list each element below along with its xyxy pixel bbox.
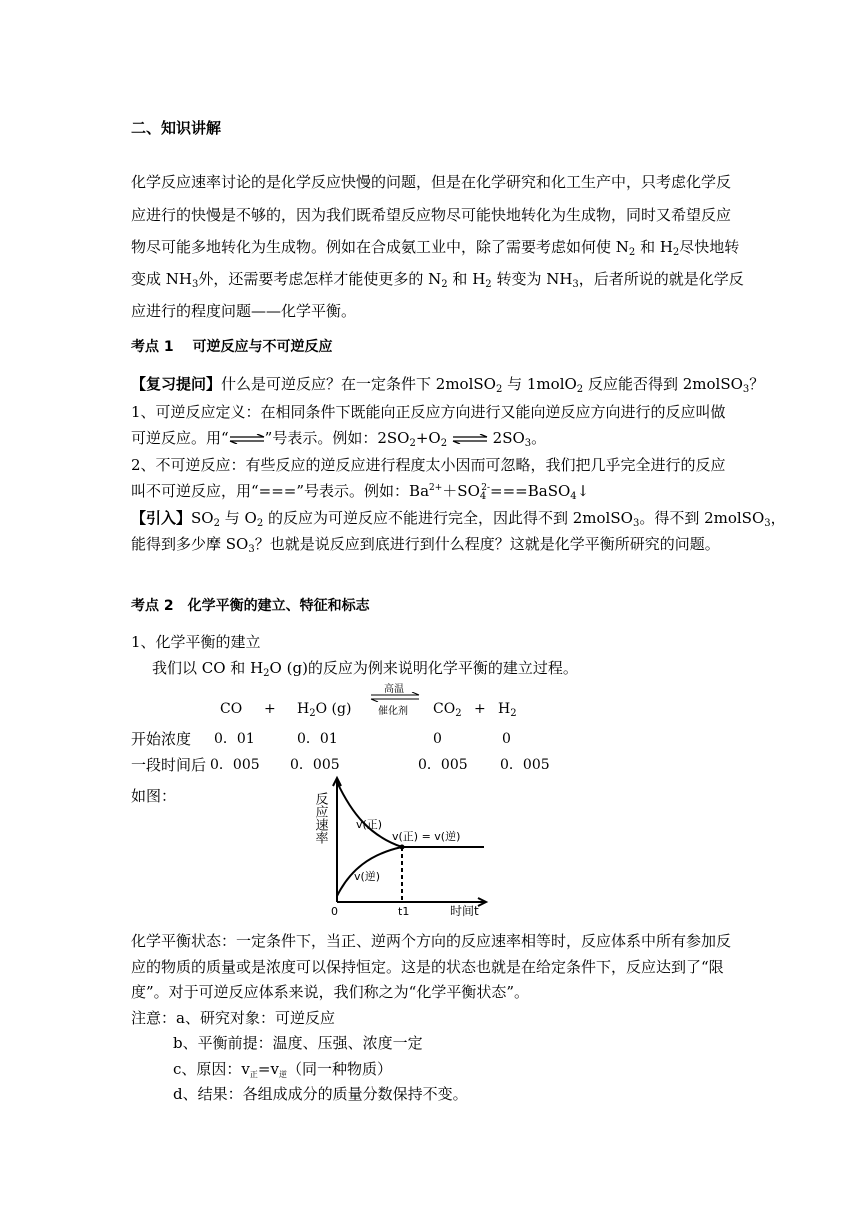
kaodian-2-title: 考点 2 化学平衡的建立、特征和标志 [131,598,370,614]
kaodian-1-title: 考点 1 可逆反应与不可逆反应 [131,339,333,355]
eq-h2o: $H_2O$ (g) [297,701,352,719]
intro-line-1: 化学反应速率讨论的是化学反应快慢的问题，但是在化学研究和化工生产中，只考虑化学反 [131,173,732,191]
row-1-value: 0 [433,731,442,747]
row-1-value: 0．01 [214,731,255,747]
state-line-2: 应的物质的质量或是浓度可以保持恒定。这是的状态也就是在给定条件下，反应达到了“限 [131,958,724,976]
x-tick-label: t1 [398,905,410,918]
reversible-arrow-icon [452,434,488,444]
definition-2-line-a: 2、不可逆反应：有些反应的逆反应进行程度太小因而可忽略，我们把几乎完全进行的反应 [131,456,726,474]
intro-tag-line-b: 能得到多少摩 $SO_3$？也就是说反应到底进行到什么程度？这就是化学平衡所研究的问题。 [131,535,720,555]
equilibrium-arrow-icon [370,692,420,702]
definition-1-line-a: 1、可逆反应定义：在相同条件下既能向正反应方向进行又能向逆反应方向进行的反应叫做 [131,403,726,421]
row-2-value: 0．005 [418,757,468,773]
row-2-label: 一段时间后 [131,756,207,774]
rate-time-chart [300,774,500,920]
intro-line-3: 物尽可能多地转化为生成物。例如在合成氨工业中，除了需要考虑如何使 $N_2$ 和 $H_2$尽快地转 [131,238,740,258]
row-2-value: 0．005 [210,757,260,773]
series-label-v-reverse: v(逆) [354,870,381,883]
reversible-arrow-icon [229,434,265,444]
x-tick-label: 0 [331,905,338,918]
state-line-3: 度”。对于可逆反应体系来说，我们称之为“化学平衡状态”。 [131,983,530,1001]
note-a: 注意：a、研究对象：可逆反应 [131,1009,335,1027]
figure-label: 如图： [131,787,177,805]
item-1: 1、化学平衡的建立 [131,633,261,651]
series-label-v-forward: v(正) [356,818,383,831]
eq-plus-2: + [474,701,486,717]
example-line: 我们以 CO 和 $H_2O$ (g)的反应为例来说明化学平衡的建立过程。 [152,659,578,679]
row-2-value: 0．005 [290,757,340,773]
intro-line-4: 变成 $NH_3$外，还需要考虑怎样才能使更多的 $N_2$ 和 $H_2$ 转变为 $NH_3$，后者所说的就是化学反 [131,270,744,290]
definition-2-line-b: 叫不可逆反应，用“===”号表示。例如：$Ba^{2+}+SO_4^{2-}===BaSO_4↓$ [131,482,590,502]
section-title: 二、知识讲解 [131,119,222,137]
intro-line-5: 应进行的程度问题——化学平衡。 [131,302,357,320]
eq-co2: $CO_2$ [433,701,462,719]
row-2-value: 0．005 [500,757,550,773]
eq-h2: $H_2$ [498,701,517,719]
state-line-1: 化学平衡状态：一定条件下，当正、逆两个方向的反应速率相等时，反应体系中所有参加反 [131,932,732,950]
note-b: b、平衡前提：温度、压强、浓度一定 [173,1034,423,1052]
condition-catalyst: 催化剂 [378,706,408,717]
note-d: d、结果：各组成成分的质量分数保持不变。 [173,1085,468,1103]
row-1-value: 0 [502,731,511,747]
intro-tag-line-a: 【引入】$SO_2$ 与 $O_2$ 的反应为可逆反应不能进行完全，因此得不到 2molSO$_3$。得不到 2molSO$_3$， [131,509,786,529]
eq-plus-1: + [264,701,276,717]
equilibrium-annotation: v(正) = v(逆) [392,830,461,843]
note-c: c、原因：$v_正=v_逆$（同一种物质） [173,1060,392,1079]
eq-co: CO [220,701,243,717]
condition-high-temp: 高温 [384,684,404,695]
x-axis-label: 时间t [450,904,479,918]
intro-line-2: 应进行的快慢是不够的，因为我们既希望反应物尽可能快地转化为生成物，同时又希望反应 [131,206,732,224]
row-1-value: 0．01 [297,731,338,747]
y-axis-label: 反应速率 [312,792,328,844]
row-1-label: 开始浓度 [131,730,192,748]
definition-1-line-b: 可逆反应。用“ ”号表示。例如：$2SO_2+O_2$ $2SO_3$。 [131,429,547,449]
review-question: 【复习提问】什么是可逆反应？在一定条件下 2molSO$_2$ 与 1molO$_2$ 反应能否得到 2molSO$_3$？ [131,375,765,395]
